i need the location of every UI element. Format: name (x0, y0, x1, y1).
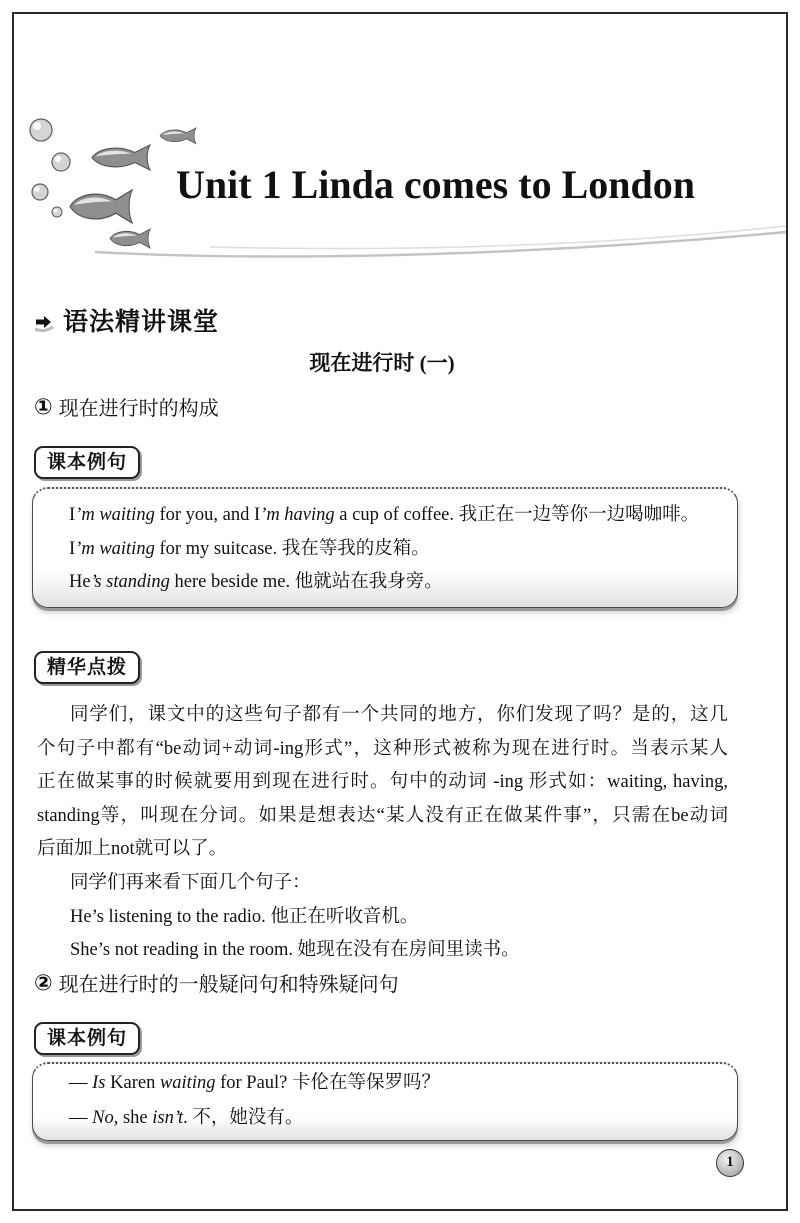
sentence-text: I (69, 505, 76, 525)
bubble-highlight (34, 186, 40, 192)
sentence-text: for you, and I (154, 505, 261, 525)
arrow-right-icon (33, 312, 55, 332)
fish-icon (70, 190, 132, 223)
sentence-text: — (69, 1073, 93, 1093)
textbook-examples-label: 课本例句 (34, 446, 140, 479)
explanation-text (37, 699, 728, 968)
sentence-text: He (69, 572, 91, 592)
fish-icon (160, 128, 196, 144)
fish-body (92, 145, 150, 170)
part-number: ② (34, 971, 53, 996)
example-dialogue-line (69, 1066, 737, 1101)
paragraph-line: standing等，叫现在分词。如果是想表达“某人没有正在做某件事”，只需在be动词 (37, 805, 728, 826)
bubble-highlight (54, 209, 58, 213)
example-dialogue-line (69, 1101, 737, 1136)
sentence-text: she (118, 1108, 153, 1128)
fish-icon (92, 145, 150, 170)
bubble-icon (32, 184, 48, 200)
fish-icon (110, 229, 150, 248)
examples-intro: 同学们再来看下面几个句子： (70, 872, 311, 893)
sentence-emphasis: isn’t (152, 1108, 184, 1128)
sentence-text: here beside me. 他就站在我身旁。 (169, 572, 443, 592)
bubble-body (52, 207, 62, 217)
sentence-text: for Paul? 卡伦在等保罗吗？ (215, 1073, 441, 1093)
bubble-icon (52, 153, 70, 171)
sentence-text: I (69, 538, 76, 559)
textbook-examples-box (32, 1062, 738, 1141)
key-points-label: 精华点拨 (34, 651, 140, 684)
paragraph-line: 正在做某事的时候就要用到现在进行时。句中的动词 -ing 形式如：waiting, having, (37, 772, 728, 793)
sentence-emphasis: waiting (159, 1073, 216, 1093)
page-number: 1 (716, 1149, 744, 1177)
sentence-emphasis: ’s standing (90, 572, 170, 592)
example-sentence (69, 566, 737, 600)
part-heading-1 (34, 395, 219, 421)
sentence-emphasis: ’m waiting (75, 505, 155, 525)
example-sentence (69, 533, 737, 567)
bubble-body (30, 119, 52, 141)
paragraph-line: 个句子中都有“be动词+动词-ing形式”，这种形式被称为现在进行时。当表示某人 (37, 738, 728, 759)
part-heading-2 (34, 971, 399, 997)
example-sentence: She’s not reading in the room. 她现在没有在房间里读书。 (70, 940, 520, 961)
sentence-text: for my suitcase. 我在等我的皮箱。 (154, 538, 430, 559)
sentence-text: . 不，她没有。 (183, 1108, 304, 1128)
bubble-icon (30, 119, 52, 141)
section-heading: 语法精讲课堂 (63, 307, 220, 336)
sentence-text: a cup of coffee. 我正在一边等你一边喝咖啡。 (334, 505, 700, 525)
paragraph-line: 同学们，课文中的这些句子都有一个共同的地方，你们发现了吗？是的，这几 (70, 705, 728, 725)
sentence-emphasis: ’m waiting (75, 538, 155, 559)
unit-title: Unit 1 Linda comes to London (176, 162, 695, 207)
title-swoosh-faint (210, 226, 786, 249)
sentence-emphasis: No, (92, 1108, 119, 1128)
bubble-icon (52, 207, 62, 217)
section-header (33, 307, 219, 337)
bubble-body (32, 184, 48, 200)
sentence-text: — (69, 1108, 93, 1128)
bubble-body (52, 153, 70, 171)
arrow-shape (36, 316, 51, 328)
fish-body (70, 190, 132, 223)
fish-body (110, 229, 150, 248)
topic-title: 现在进行时 (一) (309, 351, 455, 375)
header-decoration (0, 0, 800, 300)
textbook-examples-label: 课本例句 (34, 1022, 140, 1055)
example-sentence: He’s listening to the radio. 他正在听收音机。 (70, 906, 419, 927)
textbook-examples-box (32, 487, 738, 608)
sentence-emphasis: Is (92, 1073, 106, 1093)
fish-body (160, 128, 196, 144)
example-sentence (69, 499, 737, 533)
part-heading-text: 现在进行时的构成 (58, 396, 219, 420)
bubble-highlight (55, 156, 61, 162)
paragraph-line: 后面加上not就可以了。 (37, 839, 228, 860)
bubble-highlight (33, 122, 41, 130)
sentence-text: Karen (105, 1073, 160, 1093)
sentence-emphasis: ’m having (260, 505, 335, 525)
part-number: ① (34, 395, 53, 420)
part-heading-text: 现在进行时的一般疑问句和特殊疑问句 (58, 972, 399, 996)
